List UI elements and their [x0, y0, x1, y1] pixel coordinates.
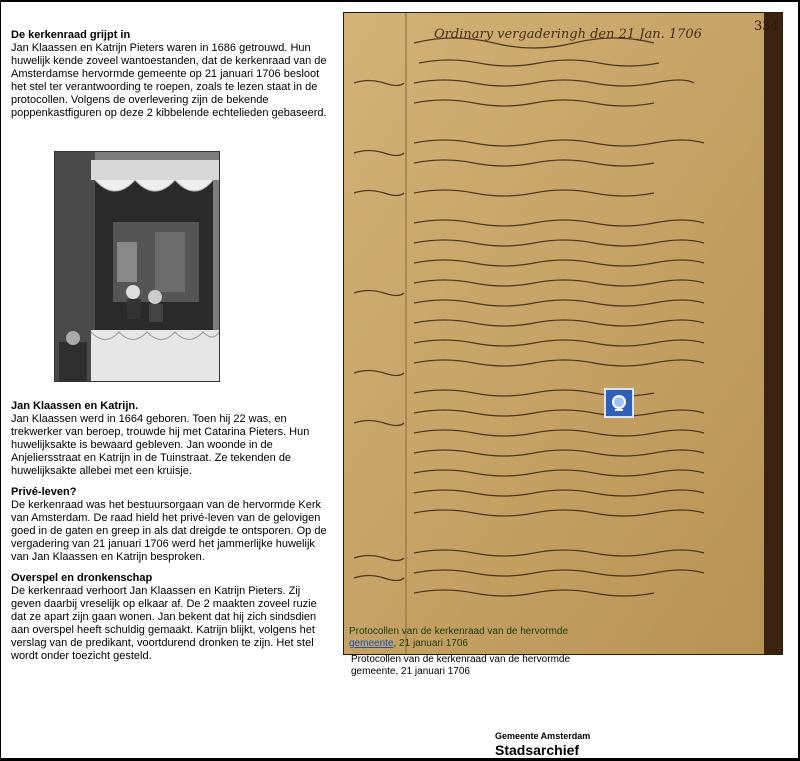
intro-section — [11, 29, 333, 130]
section-body-kerkenraad: Jan Klaassen en Katrijn Pieters waren in 1686 getrouwd. Hun huwelijk kende zoveel wantoestanden, dat de kerkenraad van de Amsterdamse hervormde gemeente op 21 januari 1706 besloot het stel ter verantwoording te roepen, zoals te lezen staat in de protocollen. Volgens de overlevering zijn de bekende poppenkastfiguren op deze 2 kibbelende echtelieden gebaseerd. — [11, 42, 327, 119]
overlay-caption-prefix: Protocollen van de kerkenraad van de hervormde — [349, 626, 569, 637]
zoom-magnifier-icon — [606, 390, 632, 416]
puppet-show-photo — [54, 151, 220, 382]
document-overlay-caption — [349, 626, 649, 650]
document-title-line: Ordinary vergaderingh den 21 Jan. 1706 — [434, 27, 702, 42]
section-body-prive-leven: De kerkenraad was het bestuursorgaan van de hervormde Kerk van Amsterdam. De raad hield het privé-leven van de gelovigen goed in de gaten en greep in als dat dreigde te ontsporen. Op de vergadering van 21 januari 1706 werd het jammerlijke huwelijk van Jan Klaassen en Katrijn besproken. — [11, 499, 327, 563]
overlay-caption-link[interactable]: gemeente — [349, 638, 394, 649]
handwritten-protocol-page — [344, 13, 782, 654]
text-sections — [11, 400, 333, 663]
section-heading-jan-katrijn: Jan Klaassen en Katrijn. — [11, 400, 139, 412]
section-body-jan-katrijn: Jan Klaassen werd in 1664 geboren. Toen hij 22 was, en trekwerker van beroep, trouwde hij met Catarina Pieters. Hun huwelijksakte is bewaard gebleven. Jan woonde in de Anjeliersstraat en Katrijn in de Tuinstraat. Ze tekenden de huwelijksakte allebei met een kruisje. — [11, 413, 310, 477]
puppet-show-illustration — [55, 152, 219, 381]
footer-dept: Stadsarchief — [495, 742, 580, 758]
caption-line-1: Protocollen van de kerkenraad van de hervormde — [351, 654, 571, 665]
section-body-overspel: De kerkenraad verhoort Jan Klaassen en Katrijn Pieters. Zij geven daarbij vreselijk op elkaar af. De 2 maakten zoveel ruzie dat ze apart zijn gaan wonen. Jan bekent dat hij zich sindsdien aan overspel heeft schuldig gemaakt. Katrijn blijkt, volgens het verslag van de predikant, voortdurend dronken te zijn. Het stel wordt onder toezicht gesteld. — [11, 585, 317, 662]
archive-logo[interactable] — [495, 731, 590, 758]
page-number: 334 — [754, 19, 779, 34]
zoom-icon[interactable] — [604, 388, 634, 418]
caption-line-2: gemeente, 21 januari 1706 — [351, 666, 470, 677]
page-frame — [1, 2, 798, 758]
image-caption — [351, 654, 651, 678]
section-heading-kerkenraad: De kerkenraad grijpt in — [11, 29, 131, 41]
section-heading-prive-leven: Privé-leven? — [11, 486, 77, 498]
footer-org: Gemeente Amsterdam — [495, 731, 591, 741]
overlay-caption-date: , 21 januari 1706 — [393, 638, 468, 649]
archival-document-image — [343, 12, 783, 655]
section-heading-overspel: Overspel en dronkenschap — [11, 572, 153, 584]
